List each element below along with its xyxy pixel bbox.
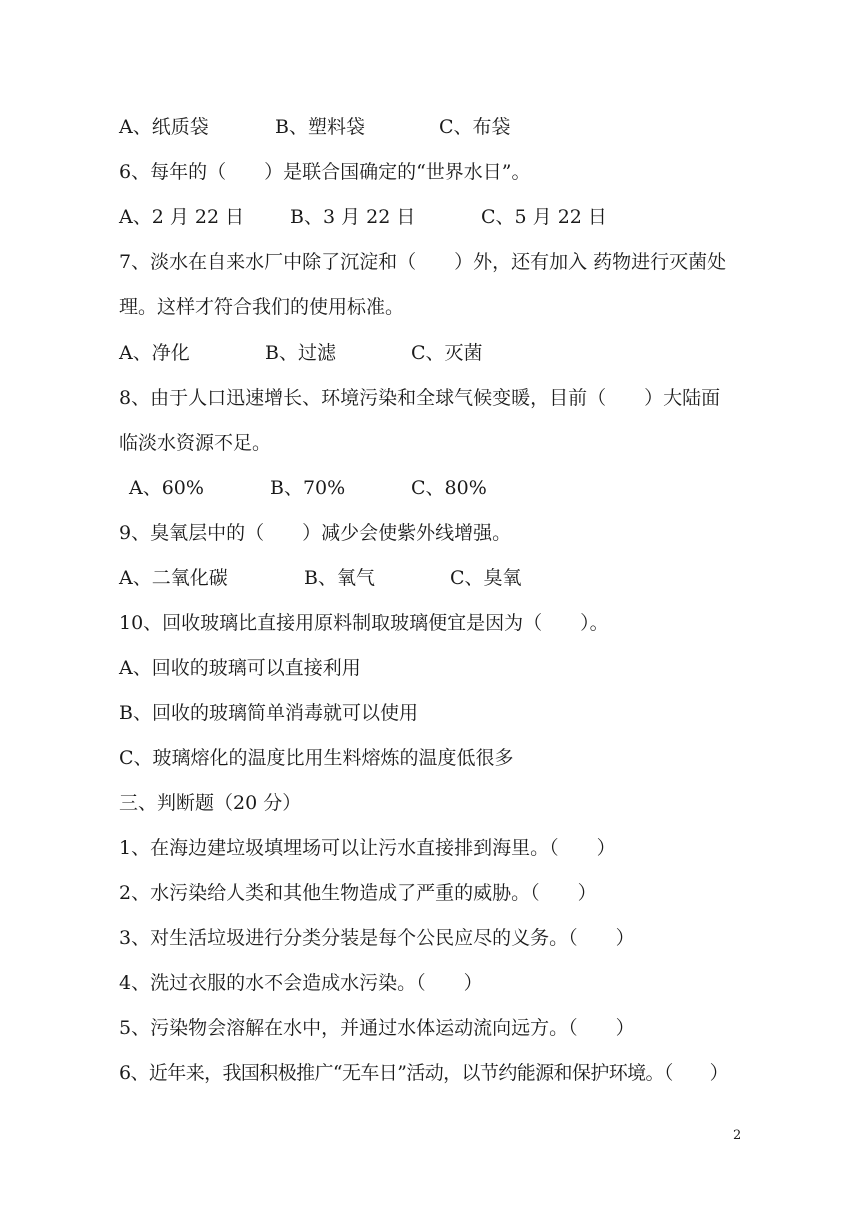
q9-option-b: B、氧气 xyxy=(304,567,375,589)
section3-heading: 三、判断题（20 分） xyxy=(119,792,302,814)
q8-text-line2: 临淡水资源不足。 xyxy=(119,432,272,454)
q6-text: 6、每年的（ ）是联合国确定的“世界水日”。 xyxy=(119,161,531,183)
q6-option-c: C、5 月 22 日 xyxy=(481,206,607,228)
q7-option-b: B、过滤 xyxy=(265,342,336,364)
page-number: 2 xyxy=(733,1128,742,1143)
section3-item-5: 5、污染物会溶解在水中，并通过水体运动流向远方。（ ） xyxy=(119,1017,635,1039)
q9-text: 9、臭氧层中的（ ）减少会使紫外线增强。 xyxy=(119,522,512,544)
q9-option-c: C、臭氧 xyxy=(450,567,522,589)
q7-text-line2: 理。这样才符合我们的使用标准。 xyxy=(119,296,405,318)
section3-item-4: 4、洗过衣服的水不会造成水污染。（ ） xyxy=(119,972,483,994)
q9-options-row xyxy=(119,565,522,591)
q5-option-b: B、塑料袋 xyxy=(275,116,365,138)
section3-item-2: 2、水污染给人类和其他生物造成了严重的威胁。（ ） xyxy=(119,882,597,904)
q7-option-a: A、净化 xyxy=(119,342,190,364)
q9-option-a: A、二氧化碳 xyxy=(119,567,228,589)
q5-option-c: C、布袋 xyxy=(439,116,511,138)
q10-option-b: B、回收的玻璃简单消毒就可以使用 xyxy=(119,702,418,724)
section3-item-6: 6、近年来，我国积极推广“无车日”活动，以节约能源和保护环境。（ ） xyxy=(119,1062,729,1084)
q8-option-a: A、60% xyxy=(129,477,204,499)
q8-option-c: C、80% xyxy=(411,477,487,499)
q10-text: 10、回收玻璃比直接用原料制取玻璃便宜是因为（ ）。 xyxy=(119,612,609,634)
q8-option-b: B、70% xyxy=(270,477,346,499)
section3-item-3: 3、对生活垃圾进行分类分装是每个公民应尽的义务。（ ） xyxy=(119,927,635,949)
q8-text-line1: 8、由于人口迅速增长、环境污染和全球气候变暖，目前（ ）大陆面 xyxy=(119,387,721,409)
q5-option-a: A、纸质袋 xyxy=(119,116,209,138)
q7-text-line1: 7、淡水在自来水厂中除了沉淀和（ ）外，还有加入 药物进行灭菌处 xyxy=(119,251,727,273)
q6-options-row xyxy=(119,204,607,230)
section3-item-1: 1、在海边建垃圾填埋场可以让污水直接排到海里。（ ） xyxy=(119,837,616,859)
q7-option-c: C、灭菌 xyxy=(411,342,483,364)
q8-options-row xyxy=(129,475,487,501)
q6-option-a: A、2 月 22 日 xyxy=(119,206,245,228)
q6-option-b: B、3 月 22 日 xyxy=(290,206,416,228)
q10-option-a: A、回收的玻璃可以直接利用 xyxy=(119,657,361,679)
q7-options-row xyxy=(119,340,483,366)
q10-option-c: C、玻璃熔化的温度比用生料熔炼的温度低很多 xyxy=(119,747,514,769)
q5-options-row xyxy=(119,114,511,140)
